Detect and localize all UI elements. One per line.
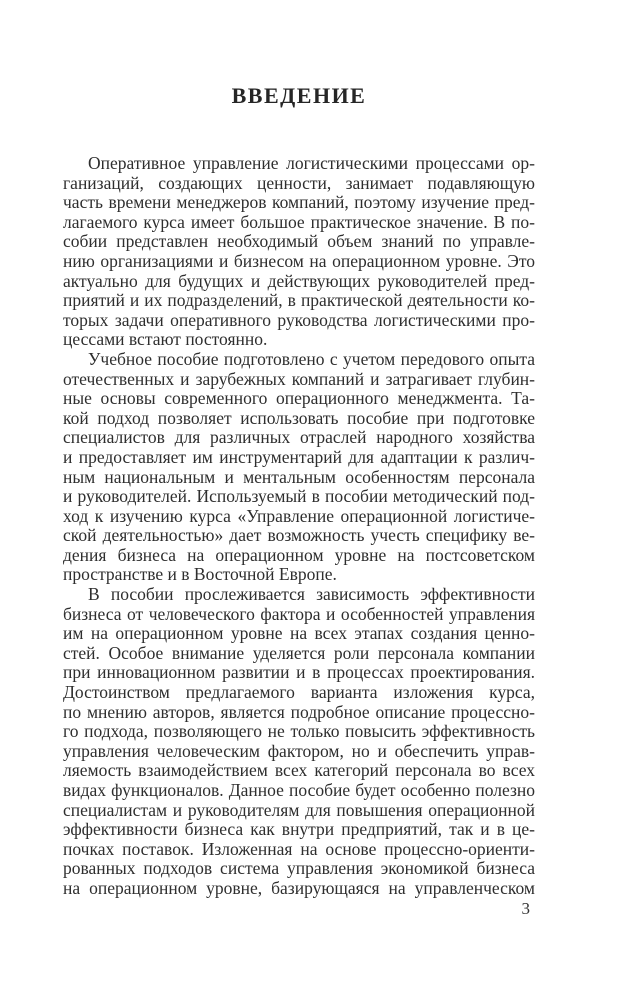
text-line: и руководителей. Используемый в пособии методический под- bbox=[63, 487, 535, 507]
text-line: кой подход позволяет использовать пособие при подготовке bbox=[63, 408, 535, 428]
text-line: ганизаций, создающих ценности, занимает подавляющую bbox=[63, 173, 535, 193]
text-line: рованных подходов система управления экономикой бизнеса bbox=[63, 859, 535, 879]
text-line: ные основы современного операционного менеджмента. Та- bbox=[63, 389, 535, 409]
text-line: лагаемого курса имеет большое практическое значение. В по- bbox=[63, 212, 535, 232]
text-line: видах функционалов. Данное пособие будет особенно полезно bbox=[63, 781, 535, 800]
text-line: отечественных и зарубежных компаний и затрагивает глубин- bbox=[63, 369, 535, 389]
text-line: В пособии прослеживается зависимость эффективности bbox=[88, 585, 535, 605]
body-text bbox=[63, 154, 535, 899]
text-line: Достоинством предлагаемого варианта изложения курса, bbox=[63, 683, 535, 703]
paragraph bbox=[63, 154, 535, 350]
text-line: эффективности бизнеса как внутри предприятий, так и в це- bbox=[63, 820, 535, 840]
text-line: актуально для будущих и действующих руководителей пред- bbox=[63, 271, 535, 291]
text-line: ным национальным и ментальным особенностям персонала bbox=[63, 467, 535, 487]
text-line: на операционном уровне, базирующаяся на управленческом bbox=[63, 878, 535, 898]
text-line: ской деятельностью» дает возможность учесть специфику ве- bbox=[63, 526, 535, 546]
text-line: при инновационном развитии и в процессах проектирования. bbox=[63, 663, 535, 683]
text-line: бизнеса от человеческого фактора и особенностей управления bbox=[63, 604, 535, 624]
text-line: ляемость взаимодействием всех категорий персонала во всех bbox=[63, 761, 535, 781]
text-line: дения бизнеса на операционном уровне на постсоветском bbox=[63, 545, 535, 565]
page-number: 3 bbox=[521, 899, 530, 918]
text-line: нию организациями и бизнесом на операционном уровне. Это bbox=[63, 251, 535, 271]
text-line: управления человеческим фактором, но и обеспечить управ- bbox=[63, 741, 535, 761]
text-line: часть времени менеджеров компаний, поэтому изучение пред- bbox=[63, 193, 535, 213]
paragraph bbox=[63, 585, 535, 899]
text-line: стей. Особое внимание уделяется роли персонала компании bbox=[63, 643, 535, 663]
text-line: специалистам и руководителям для повышения операционной bbox=[63, 800, 535, 820]
text-line: пространстве и в Восточной Европе. bbox=[63, 565, 337, 585]
text-line: ход к изучению курса «Управление операционной логистиче- bbox=[63, 506, 535, 526]
text-line: торых задачи оперативного руководства логистическими про- bbox=[63, 310, 535, 330]
chapter-title: ВВЕДЕНИЕ bbox=[231, 83, 367, 108]
text-line: Учебное пособие подготовлено с учетом передового опыта bbox=[88, 349, 535, 369]
text-line: приятий и их подразделений, в практической деятельности ко- bbox=[63, 291, 535, 311]
text-line: по мнению авторов, является подробное описание процессно- bbox=[63, 702, 535, 722]
text-line: Оперативное управление логистическими процессами ор- bbox=[88, 154, 535, 173]
text-line: собии представлен необходимый объем знаний по управле- bbox=[63, 232, 535, 252]
text-line: им на операционном уровне на всех этапах создания ценно- bbox=[63, 624, 535, 644]
text-line: специалистов для различных отраслей народного хозяйства bbox=[63, 428, 535, 448]
text-line: и предоставляет им инструментарий для адаптации к различ- bbox=[63, 447, 535, 467]
text-line: цессами встают постоянно. bbox=[63, 330, 268, 350]
text-line: почках поставок. Изложенная на основе процессно-ориенти- bbox=[63, 839, 535, 859]
paragraph bbox=[63, 350, 535, 585]
text-line: го подхода, позволяющего не только повысить эффективность bbox=[63, 722, 535, 742]
